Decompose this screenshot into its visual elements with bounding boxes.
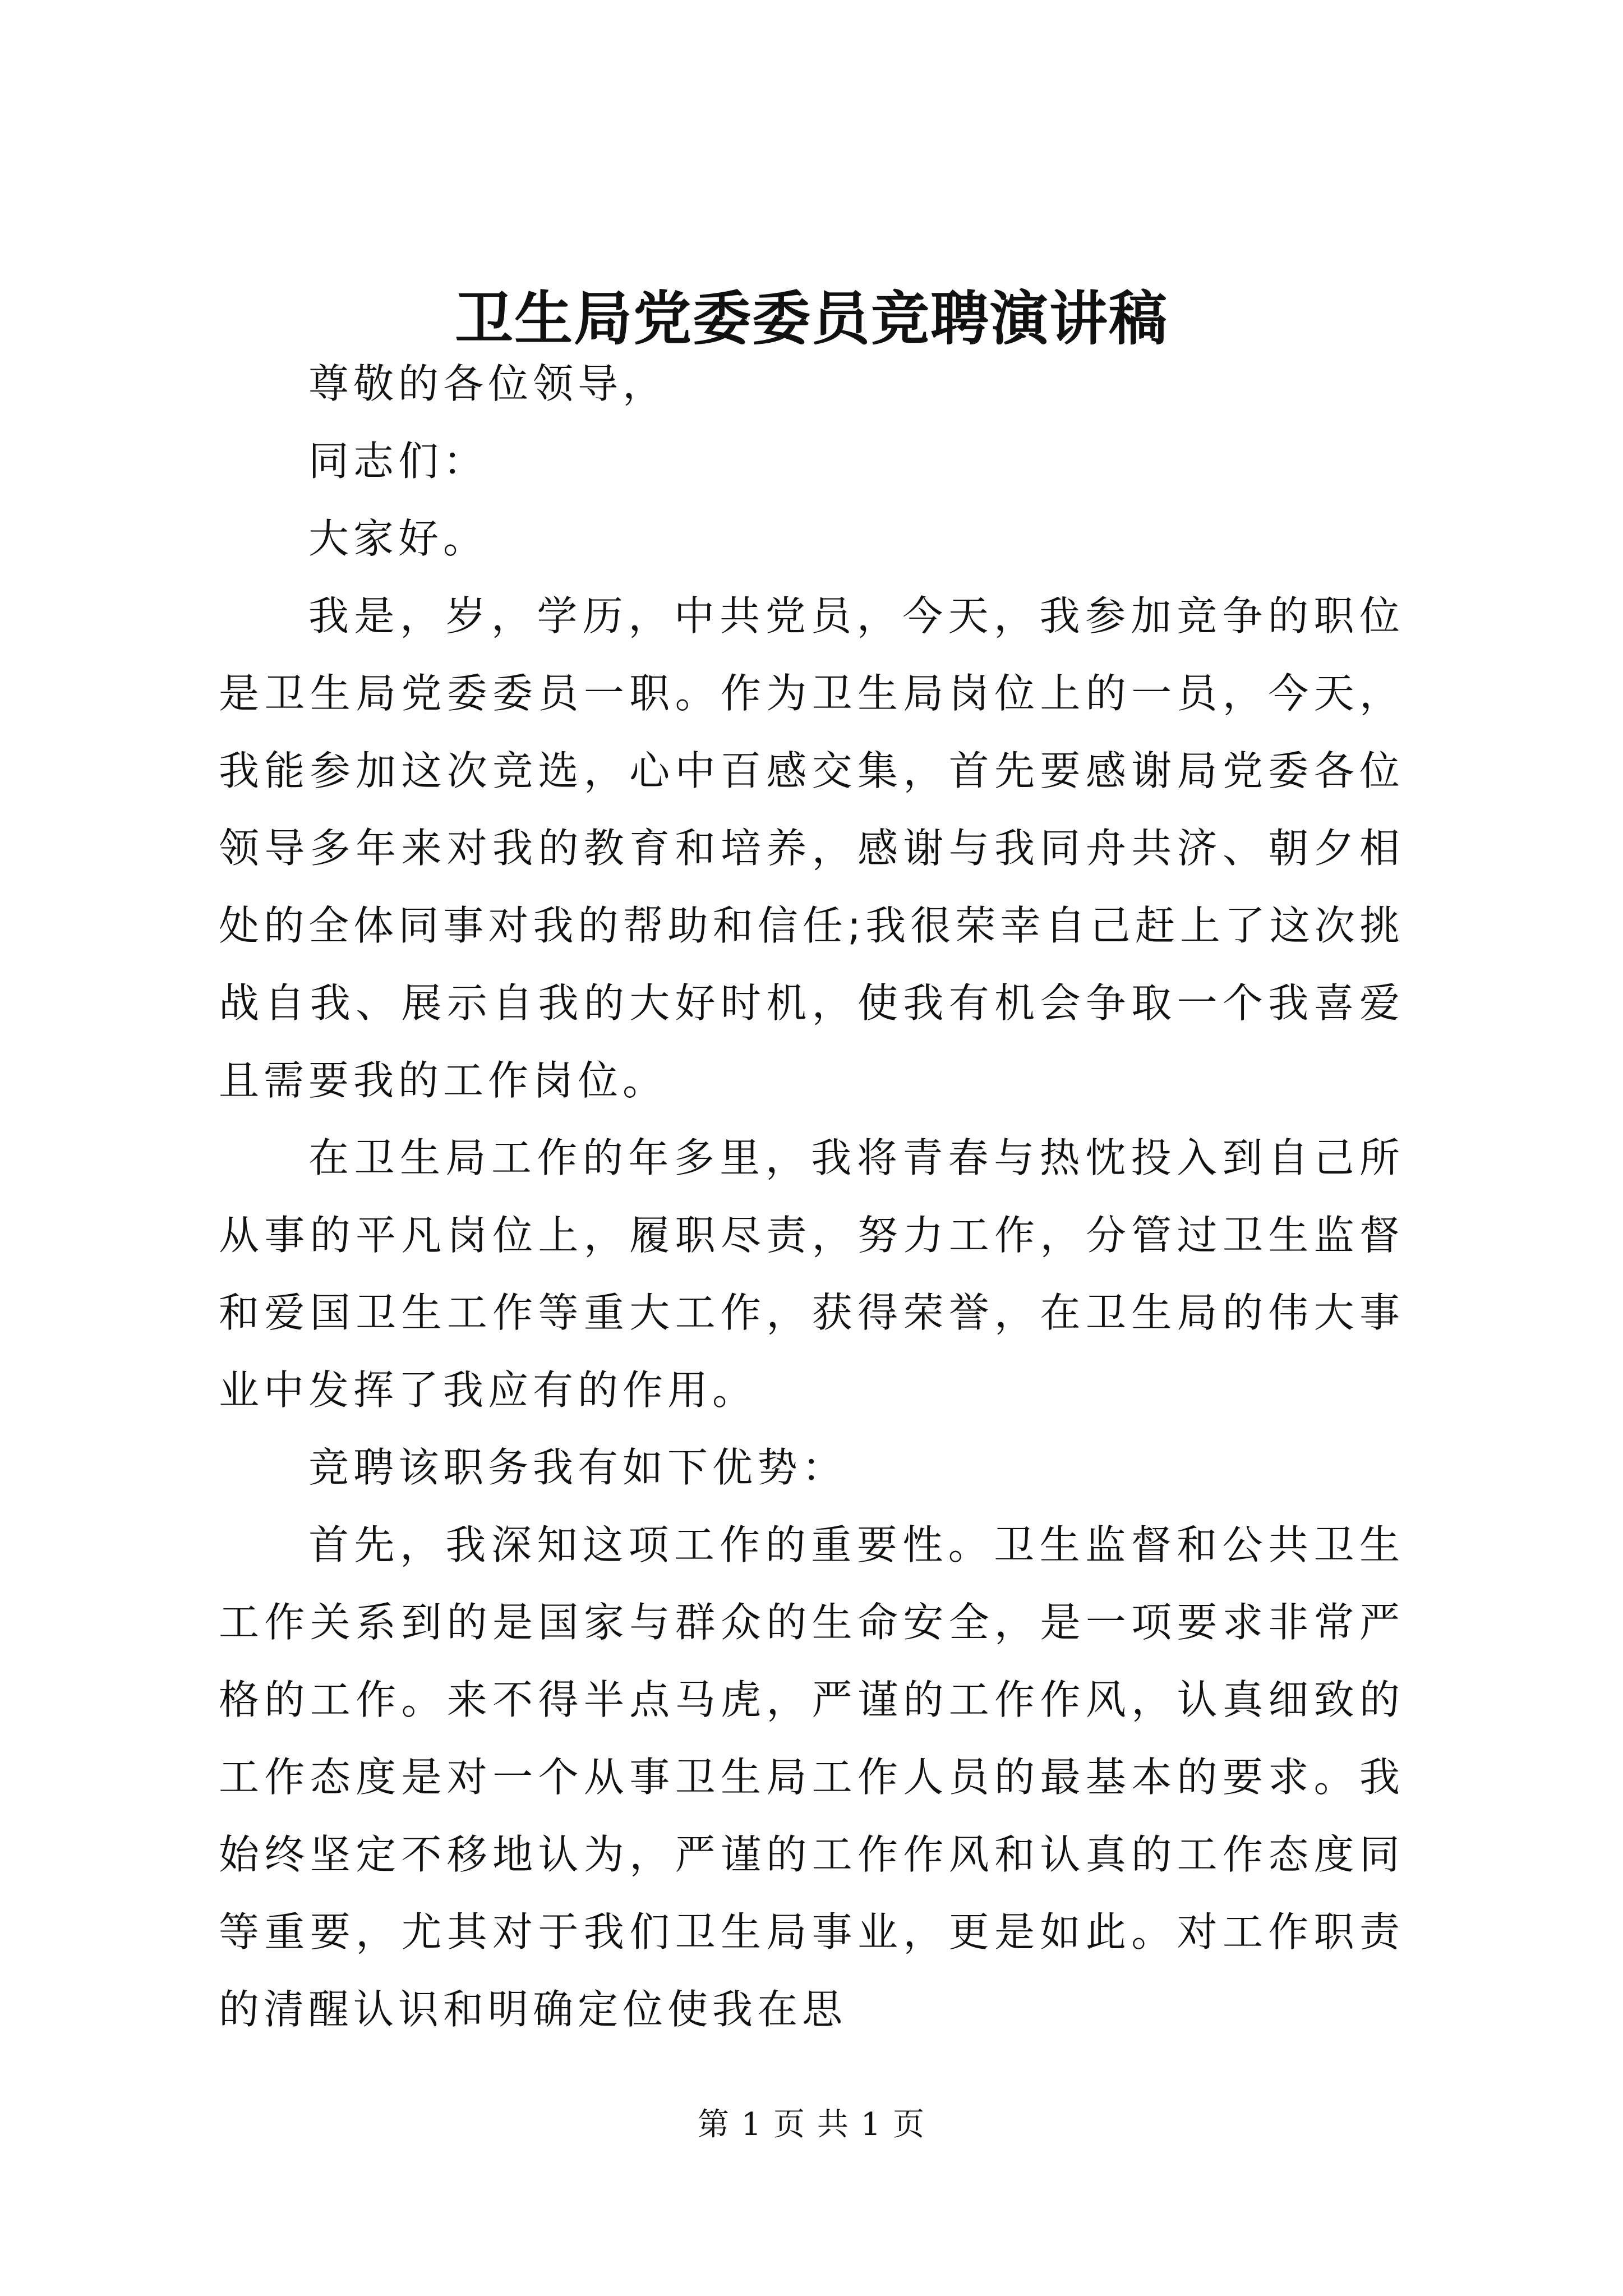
paragraph-salutation: 尊敬的各位领导，	[308, 360, 668, 407]
paragraph-greeting: 大家好。	[308, 515, 488, 562]
document-body	[219, 345, 1404, 2048]
paragraph-first-advantage: 首先，我深知这项工作的重要性。卫生监督和公共卫生工作关系到的是国家与群众的生命安全，是一项要求非常严格的工作。来不得半点马虎，严谨的工作作风，认真细致的工作态度是对一个从事卫生局工作人员的最基本的要求。我始终坚定不移地认为，严谨的工作作风和认真的工作态度同等重要，尤其对于我们卫生局事业，更是如此。对工作职责的清醒认识和明确定位使我在思	[219, 1521, 1404, 2033]
page-number-footer: 第 1 页 共 1 页	[697, 2106, 926, 2143]
paragraph-introduction: 我是，岁，学历，中共党员，今天，我参加竞争的职位是卫生局党委委员一职。作为卫生局岗位上的一员，今天，我能参加这次竞选，心中百感交集，首先要感谢局党委各位领导多年来对我的教育和培养，感谢与我同舟共济、朝夕相处的全体同事对我的帮助和信任;我很荣幸自己赶上了这次挑战自我、展示自我的大好时机，使我有机会争取一个我喜爱且需要我的工作岗位。	[219, 592, 1404, 1104]
paragraph-advantages-heading: 竞聘该职务我有如下优势：	[308, 1444, 847, 1491]
paragraph-comrades: 同志们：	[308, 438, 488, 485]
paragraph-work-history: 在卫生局工作的年多里，我将青春与热忱投入到自己所从事的平凡岗位上，履职尽责，努力工作，分管过卫生监督和爱国卫生工作等重大工作，获得荣誉，在卫生局的伟大事业中发挥了我应有的作用。	[219, 1134, 1404, 1414]
document-title: 卫生局党委委员竞聘演讲稿	[454, 284, 1168, 353]
